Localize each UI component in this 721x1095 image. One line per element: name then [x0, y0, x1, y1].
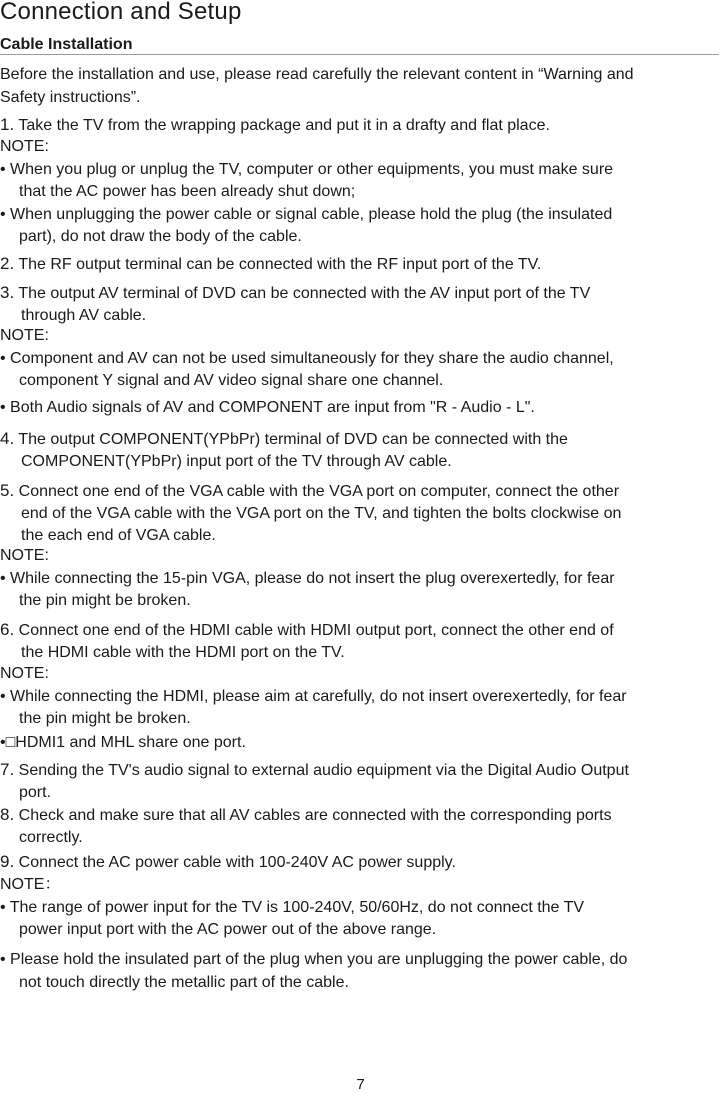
note-1 — [0, 136, 613, 249]
step-1 — [0, 114, 550, 137]
step-text: Check and make sure that all AV cables are connected with the corresponding ports — [18, 807, 612, 824]
bullet-line: • The range of power input for the TV is 100-240V, 50/60Hz, do not connect the TV — [0, 898, 585, 916]
step-text: Connect the AC power cable with 100-240V AC power supply. — [18, 854, 456, 871]
bullet-line: • While connecting the HDMI, please aim at carefully, do not insert overexertedly, for fear — [0, 687, 627, 705]
step-text: The output AV terminal of DVD can be connected with the AV input port of the TV — [18, 285, 591, 302]
step-3 — [0, 282, 590, 327]
bullet-line: • Component and AV can not be used simultaneously for they share the audio channel, — [0, 349, 614, 367]
bullet-line: • When unplugging the power cable or signal cable, please hold the plug (the insulated — [0, 205, 613, 223]
note-label: NOTE: — [0, 547, 49, 564]
step-7 — [0, 759, 629, 804]
note-9-bullet-2 — [0, 949, 627, 994]
step-number: 5. — [0, 481, 15, 500]
note-5 — [0, 545, 615, 613]
step-text: The RF output terminal can be connected with the RF input port of the TV. — [18, 256, 542, 273]
step-9 — [0, 851, 456, 874]
bullet-line: the pin might be broken. — [19, 592, 191, 609]
intro-paragraph — [0, 64, 634, 109]
bullet-line: •□HDMI1 and MHL share one port. — [0, 734, 246, 751]
step-number: 3. — [0, 283, 15, 302]
note-6 — [0, 663, 627, 731]
step-number: 1. — [0, 115, 15, 134]
note-label: NOTE: — [0, 138, 49, 155]
bullet-line: • Please hold the insulated part of the plug when you are unplugging the power cable, do — [0, 951, 628, 968]
step-text: The output COMPONENT(YPbPr) terminal of DVD can be connected with the — [18, 431, 568, 448]
section-heading: Cable Installation — [0, 36, 719, 55]
step-text: correctly. — [19, 828, 83, 846]
step-text: Take the TV from the wrapping package and put it in a drafty and flat place. — [18, 117, 550, 134]
step-text: Sending the TV's audio signal to external audio equipment via the Digital Audio Output — [18, 762, 629, 779]
bullet-line: not touch directly the metallic part of the cable. — [19, 973, 349, 991]
step-6 — [0, 619, 614, 664]
bullet-line: • Both Audio signals of AV and COMPONENT are input from "R - Audio - L". — [0, 399, 535, 416]
step-4 — [0, 428, 568, 473]
note-label: NOTE: — [0, 327, 49, 344]
note-3 — [0, 325, 614, 393]
bullet-line: part), do not draw the body of the cable. — [19, 228, 302, 245]
step-number: 8. — [0, 805, 15, 824]
step-text: COMPONENT(YPbPr) input port of the TV through AV cable. — [21, 452, 452, 470]
bullet-line: the pin might be broken. — [19, 710, 191, 727]
page-title: Connection and Setup — [0, 0, 242, 25]
bullet-line: • When you plug or unplug the TV, computer or other equipments, you must make sure — [0, 160, 614, 178]
step-number: 4. — [0, 429, 15, 448]
step-number: 2. — [0, 254, 15, 273]
intro-line: Before the installation and use, please read carefully the relevant content in “Warning and — [0, 66, 634, 83]
step-2 — [0, 253, 541, 276]
bullet-line: power input port with the AC power out of the above range. — [19, 921, 437, 938]
step-number: 7. — [0, 760, 15, 779]
step-8 — [0, 804, 612, 849]
note-3-bullet-2 — [0, 397, 535, 420]
note-6-bullet-2 — [0, 732, 246, 755]
bullet-line: component Y signal and AV video signal share one channel. — [19, 372, 444, 389]
step-text: through AV cable. — [21, 306, 147, 324]
step-text: port. — [19, 783, 52, 801]
note-label: NOTE： — [0, 876, 61, 893]
intro-line: Safety instructions”. — [0, 88, 141, 106]
note-9 — [0, 874, 584, 942]
step-number: 6. — [0, 620, 15, 639]
step-text: the HDMI cable with the HDMI port on the TV. — [21, 643, 345, 661]
note-label: NOTE: — [0, 665, 49, 682]
step-number: 9. — [0, 852, 15, 871]
step-5 — [0, 480, 621, 548]
step-text: the each end of VGA cable. — [21, 527, 216, 544]
step-text: Connect one end of the HDMI cable with HDMI output port, connect the other end of — [18, 622, 614, 639]
page-number: 7 — [356, 1076, 365, 1093]
bullet-line: that the AC power has been already shut down; — [19, 183, 356, 200]
step-text: Connect one end of the VGA cable with the VGA port on computer, connect the other — [18, 483, 620, 500]
step-text: end of the VGA cable with the VGA port on the TV, and tighten the bolts clockwise on — [21, 504, 622, 522]
bullet-line: • While connecting the 15-pin VGA, please do not insert the plug overexertedly, for fear — [0, 569, 615, 587]
